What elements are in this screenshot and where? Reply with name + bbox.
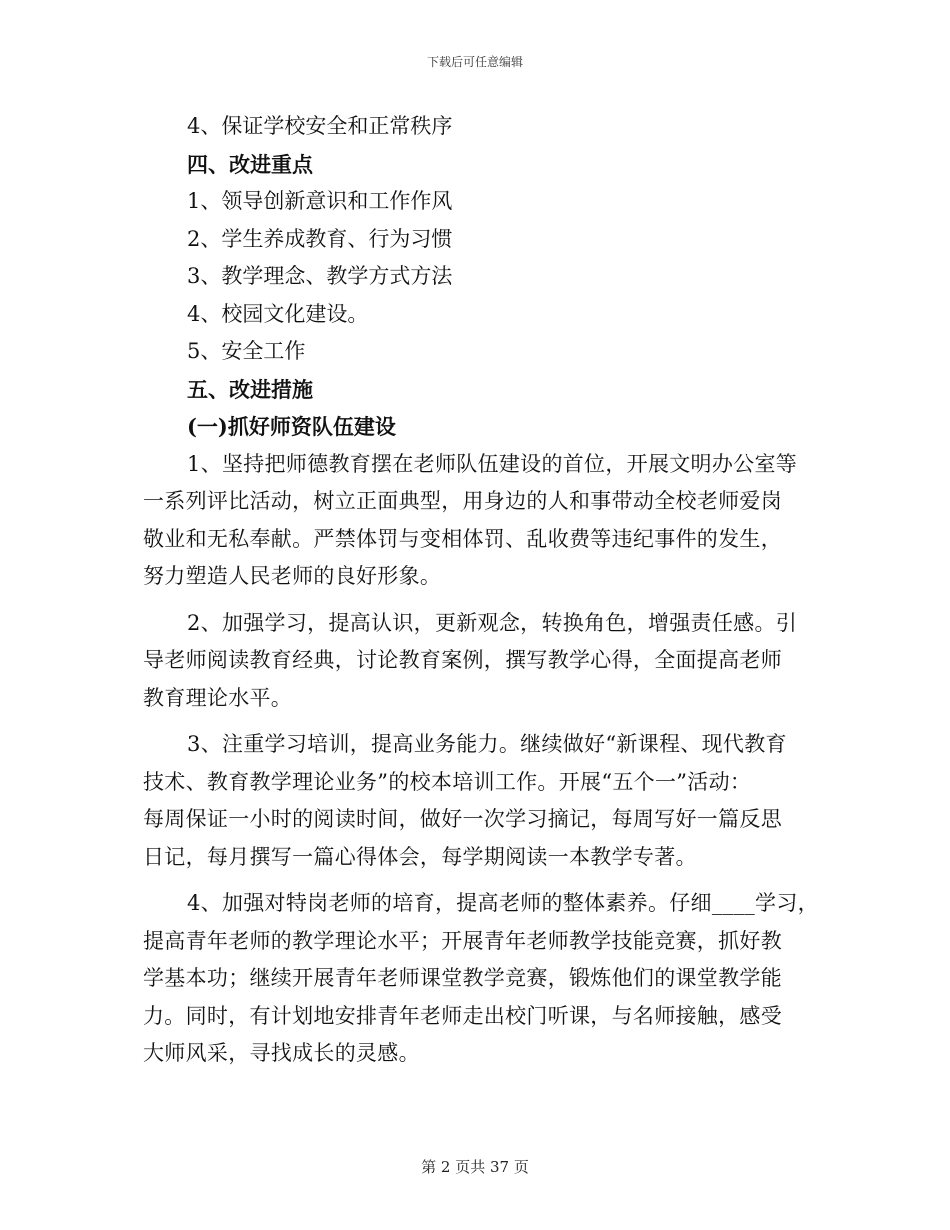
paragraph-line: 3、注重学习培训，提高业务能力。继续做好“新课程、现代教育 [187, 732, 787, 756]
section-heading: 五、改进措施 [187, 376, 313, 402]
paragraph-1 [143, 446, 823, 596]
paragraph-line: 4、加强对特岗老师的培育，提高老师的整体素养。仔细____学习， [187, 891, 819, 915]
document-body [143, 108, 823, 1073]
list-item: 4、保证学校安全和正常秩序 [187, 114, 453, 138]
paragraph-3 [143, 726, 823, 876]
paragraph-line: 努力塑造人民老师的良好形象。 [143, 564, 442, 588]
paragraph-line: 提高青年老师的教学理论水平；开展青年老师教学技能竞赛，抓好教 [143, 928, 782, 953]
list-item: 1、领导创新意识和工作作风 [187, 189, 453, 213]
paragraph-line: 每周保证一小时的阅读时间，做好一次学习摘记，每周写好一篇反思 [143, 807, 782, 831]
paragraph-line: 教育理论水平。 [143, 685, 293, 710]
paragraph-line: 1、坚持把师德教育摆在老师队伍建设的首位，开展文明办公室等 [187, 451, 798, 476]
list-item: 4、校园文化建设。 [187, 301, 369, 326]
section-heading: 四、改进重点 [187, 151, 313, 177]
subsection-heading: (一)抓好师资队伍建设 [187, 414, 396, 439]
list-item: 5、安全工作 [187, 339, 306, 363]
paragraph-line: 技术、教育教学理论业务”的校本培训工作。开展“五个一”活动： [143, 769, 752, 794]
paragraph-4 [143, 885, 823, 1073]
paragraph-line: 敬业和无私奉献。严禁体罚与变相体罚、乱收费等违纪事件的发生， [143, 526, 782, 551]
paragraph-line: 力。同时，有计划地安排青年老师走出校门听课，与名师接触，感受 [143, 1003, 782, 1028]
paragraph-2 [143, 605, 823, 718]
paragraph-line: 大师风采，寻找成长的灵感。 [143, 1041, 420, 1065]
paragraph-line: 日记，每月撰写一篇心得体会，每学期阅读一本教学专著。 [143, 844, 697, 869]
list-item: 3、教学理念、教学方式方法 [187, 264, 453, 288]
paragraph-line: 2、加强学习，提高认识，更新观念，转换角色，增强责任感。引 [187, 610, 798, 635]
paragraph-line: 一系列评比活动，树立正面典型，用身边的人和事带动全校老师爱岗 [143, 489, 782, 513]
page-footer: 第 2 页共 37 页 [421, 1158, 529, 1176]
list-item: 2、学生养成教育、行为习惯 [187, 226, 453, 251]
paragraph-line: 学基本功；继续开展青年老师课堂教学竞赛，锻炼他们的课堂教学能 [143, 966, 782, 990]
page-header: 下载后可任意编辑 [426, 55, 523, 69]
paragraph-line: 导老师阅读教育经典，讨论教育案例，撰写教学心得，全面提高老师 [143, 648, 782, 672]
